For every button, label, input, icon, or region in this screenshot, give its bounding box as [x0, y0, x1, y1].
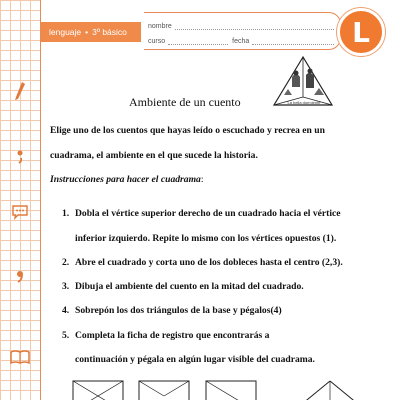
open-book-icon [8, 345, 32, 369]
step-number: 4. [62, 305, 70, 316]
step-number: 2. [62, 257, 70, 268]
step-number: 1. [62, 208, 70, 219]
step-line: Dobla el vértice superior derecho de un cuadrado hacia el vértice [75, 208, 341, 219]
punctuation-mark-icon [8, 145, 32, 169]
comma-icon [8, 265, 32, 289]
fold-diagram-3 [205, 380, 257, 400]
pencil-icon [8, 80, 32, 104]
step-line: continuación y pégala en algún lugar visible del cuadrama. [75, 354, 315, 365]
fold-diagram-4 [300, 380, 360, 400]
speech-bubble-icon [8, 200, 32, 224]
margin-line [40, 0, 41, 400]
name-label: nombre [148, 23, 172, 30]
student-form [148, 15, 338, 45]
step-number: 5. [62, 330, 70, 341]
subject-badge: L [337, 8, 385, 56]
step-number: 3. [62, 281, 70, 292]
name-field[interactable] [175, 21, 334, 30]
page-title: Ambiente de un cuento [129, 95, 241, 109]
grade-label: 3º básico [92, 27, 127, 37]
step-line: Sobrepón los dos triángulos de la base y pégalos(4) [75, 305, 282, 316]
step-line: Abre el cuadrado y corta uno de los dobleces hasta el centro (2,3). [75, 257, 343, 268]
illustration-caption: La bella durmiente [287, 100, 321, 105]
subject-band [41, 22, 141, 42]
date-field[interactable] [252, 36, 334, 45]
course-field[interactable] [168, 36, 228, 45]
instructions-heading-text: Instrucciones para hacer el cuadrama [50, 174, 201, 185]
intro-line-1: Elige uno de los cuentos que hayas leído o escuchado y recrea en un [50, 125, 325, 136]
fold-diagram-2 [138, 380, 190, 400]
date-label: fecha [232, 38, 250, 45]
instructions-heading-colon: : [200, 174, 204, 185]
instructions-heading [50, 174, 204, 185]
step-line: Dibuja el ambiente del cuento en la mitad del cuadrado. [75, 281, 304, 292]
intro-line-2: cuadrama, el ambiente en el que sucede la historia. [50, 150, 258, 161]
course-label: curso [148, 38, 166, 45]
subject-separator: • [85, 27, 89, 37]
step-line: Completa la ficha de registro que encontrarás a [75, 330, 270, 341]
fold-diagram-1 [72, 380, 124, 400]
subject-label: lenguaje [49, 27, 82, 37]
step-line: inferior izquierdo. Repite lo mismo con los vértices opuestos (1). [75, 233, 337, 244]
